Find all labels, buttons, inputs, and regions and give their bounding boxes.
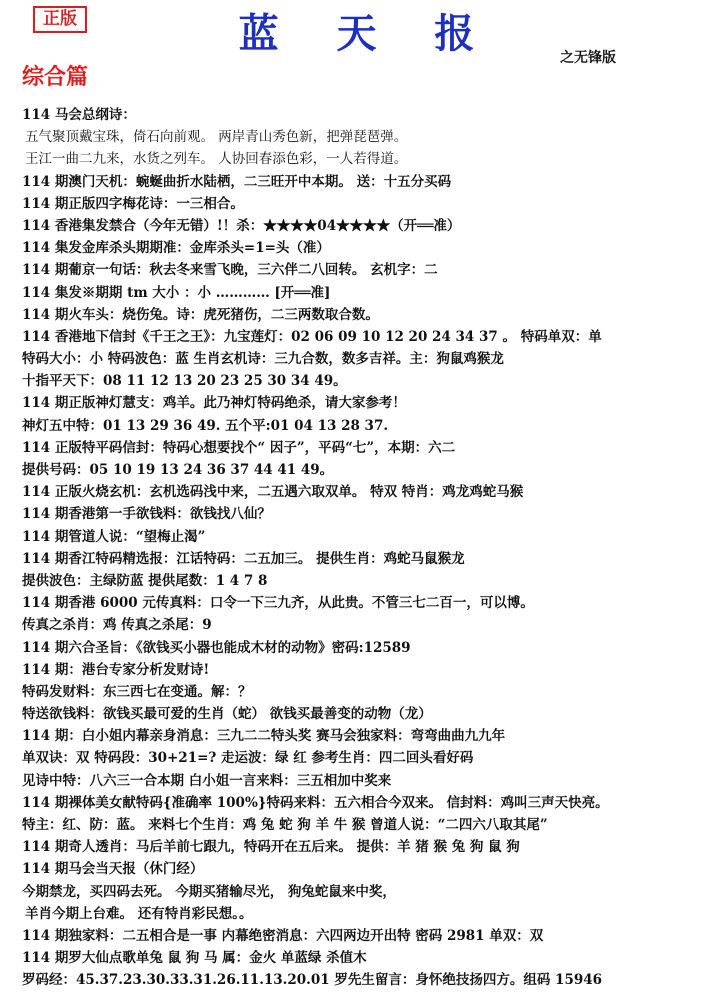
page-title: 蓝 天 报 (238, 10, 497, 57)
text-line: 114 期香港 6000 元传真料：口令一下三九齐，从此贵。不管三七二百一，可以博。 (22, 595, 534, 612)
text-line: 114 期六合圣旨：《欲钱买小器也能成木材的动物》密码:12589 (22, 639, 411, 656)
text-line: 特送欲钱料：欲钱买最可爱的生肖（蛇） 欲钱买最善变的动物（龙） (22, 706, 432, 723)
text-line: 羊肖今期上台难。 还有特肖彩民想。。 (25, 905, 253, 922)
text-line: 神灯五中特：01 13 29 36 49. 五个平:01 04 13 28 37. (22, 417, 389, 434)
edition-label: 之无锋版 (560, 50, 616, 66)
text-line: 单双诀：双 特码段：30+21=? 走运波：绿 红 参考生肖：四二回头看好码 (22, 750, 474, 767)
text-line: 特主：红、防：蓝。 来料七个生肖：鸡 兔 蛇 狗 羊 牛 猴 曾道人说：“二四六八取其尾” (22, 817, 548, 833)
text-line: 114 集发金库杀头期期准：金库杀头=1=头（准） (22, 240, 330, 257)
text-line: 特码大小：小 特码波色：蓝 生肖玄机诗：三九合数，数多吉祥。主：狗鼠鸡猴龙 (22, 351, 504, 368)
text-line: 今期禁龙，买四码去死。 今期买猪输尽光， 狗兔蛇鼠来中奖， (22, 883, 396, 900)
text-line: 114 香港地下信封《千王之王》：九宝莲灯：02 06 09 10 12 20 24 34 37 。 特码单双：单 (22, 328, 602, 345)
text-line: 114 正版火烧玄机：玄机选码浅中来，二五遇六取双单。 特双 特肖：鸡龙鸡蛇马猴 (22, 484, 524, 501)
text-line: 特码发财料：东三西七在变通。解：？ (22, 683, 252, 700)
text-line: 五气聚顶戴宝珠，倚石向前观。 两岸青山秀色新，把弹琵琶弹。 (25, 129, 408, 146)
text-line: 114 期澳门天机：蜿蜒曲折水陆栖，二三旺开中本期。 送：十五分买码 (22, 173, 452, 190)
text-line: 114 期正版神灯慧支：鸡羊。此乃神灯特码绝杀，请大家参考！ (22, 395, 406, 412)
text-line: 114 期香江特码精选报：江话特码：二五加三。 提供生肖：鸡蛇马鼠猴龙 (22, 550, 465, 567)
text-line: 提供波色：主绿防蓝 提供尾数：1 4 7 8 (22, 572, 268, 589)
text-line: 114 香港集发禁合（今年无错）!！杀：★★★★04★★★★（开══准） (22, 217, 461, 234)
text-line: 114 马会总纲诗： (22, 107, 136, 123)
text-line: 十指平天下：08 11 12 13 20 23 25 30 34 49。 (22, 373, 347, 390)
text-line: 见诗中特：八六三一合本期 白小姐一言来料：三五相加中奖来 (22, 772, 392, 789)
text-line: 114 期葡京一句话：秋去冬来雪飞晚，三六伴二八回转。 玄机字：二 (22, 262, 438, 279)
text-line: 114 集发※期期 tm 大小 ：小 ………… [开══准] (22, 284, 331, 301)
text-line: 114 期马会当天报（休门经） (22, 861, 204, 878)
text-line: 114 期火车头：烧伤兔。诗：虎死猪伤，二三两数取合数。 (22, 306, 379, 323)
text-line: 114 期香港第一手欲钱料：欲钱找八仙？ (22, 506, 271, 523)
text-line: 114 期罗大仙点歌单兔 鼠 狗 马 属：金火 单蓝绿 杀值木 (22, 950, 367, 967)
text-line: 传真之杀肖：鸡 传真之杀尾：9 (22, 617, 212, 634)
content-lines (22, 104, 707, 992)
text-line: 114 期管道人说：“望梅止渴” (22, 528, 206, 545)
edition-badge: 正版 (33, 6, 87, 33)
text-line: 114 期独家料：二五相合是一事 内幕绝密消息：六四两边开出特 密码 2981 单双：双 (22, 927, 544, 944)
text-line: 提供号码：05 10 19 13 24 36 37 44 41 49。 (22, 462, 334, 478)
text-line: 114 期：白小姐内幕亲身消息：三九二二特头奖 赛马会独家料：弯弯曲曲九九年 (22, 728, 506, 745)
text-line: 114 期：港台专家分析发财诗! (22, 661, 210, 678)
text-line: 114 期奇人透肖：马后羊前七跟九，特码开在五后来。 提供：羊 猪 猴 兔 狗 鼠 狗 (22, 839, 520, 856)
text-line: 罗码经：45.37.23.30.33.31.26.11.13.20.01 罗先生留言：身怀绝技扬四方。组码 15946 (22, 972, 603, 989)
text-line: 王江一曲二九来，水货之列车。 人协回春添色彩，一人若得道。 (25, 151, 408, 168)
text-line: 114 期裸体美女献特码{准确率 100%}特码来料：五六相合今双来。 信封料：鸡叫三声天快亮。 (22, 794, 609, 811)
text-line: 114 期正版四字梅花诗：一三相合。 (22, 195, 244, 212)
text-line: 114 正版特平码信封：特码心想要找个“ 因子”，平码“七”，本期：六二 (22, 439, 456, 456)
section-heading: 综合篇 (22, 64, 89, 90)
